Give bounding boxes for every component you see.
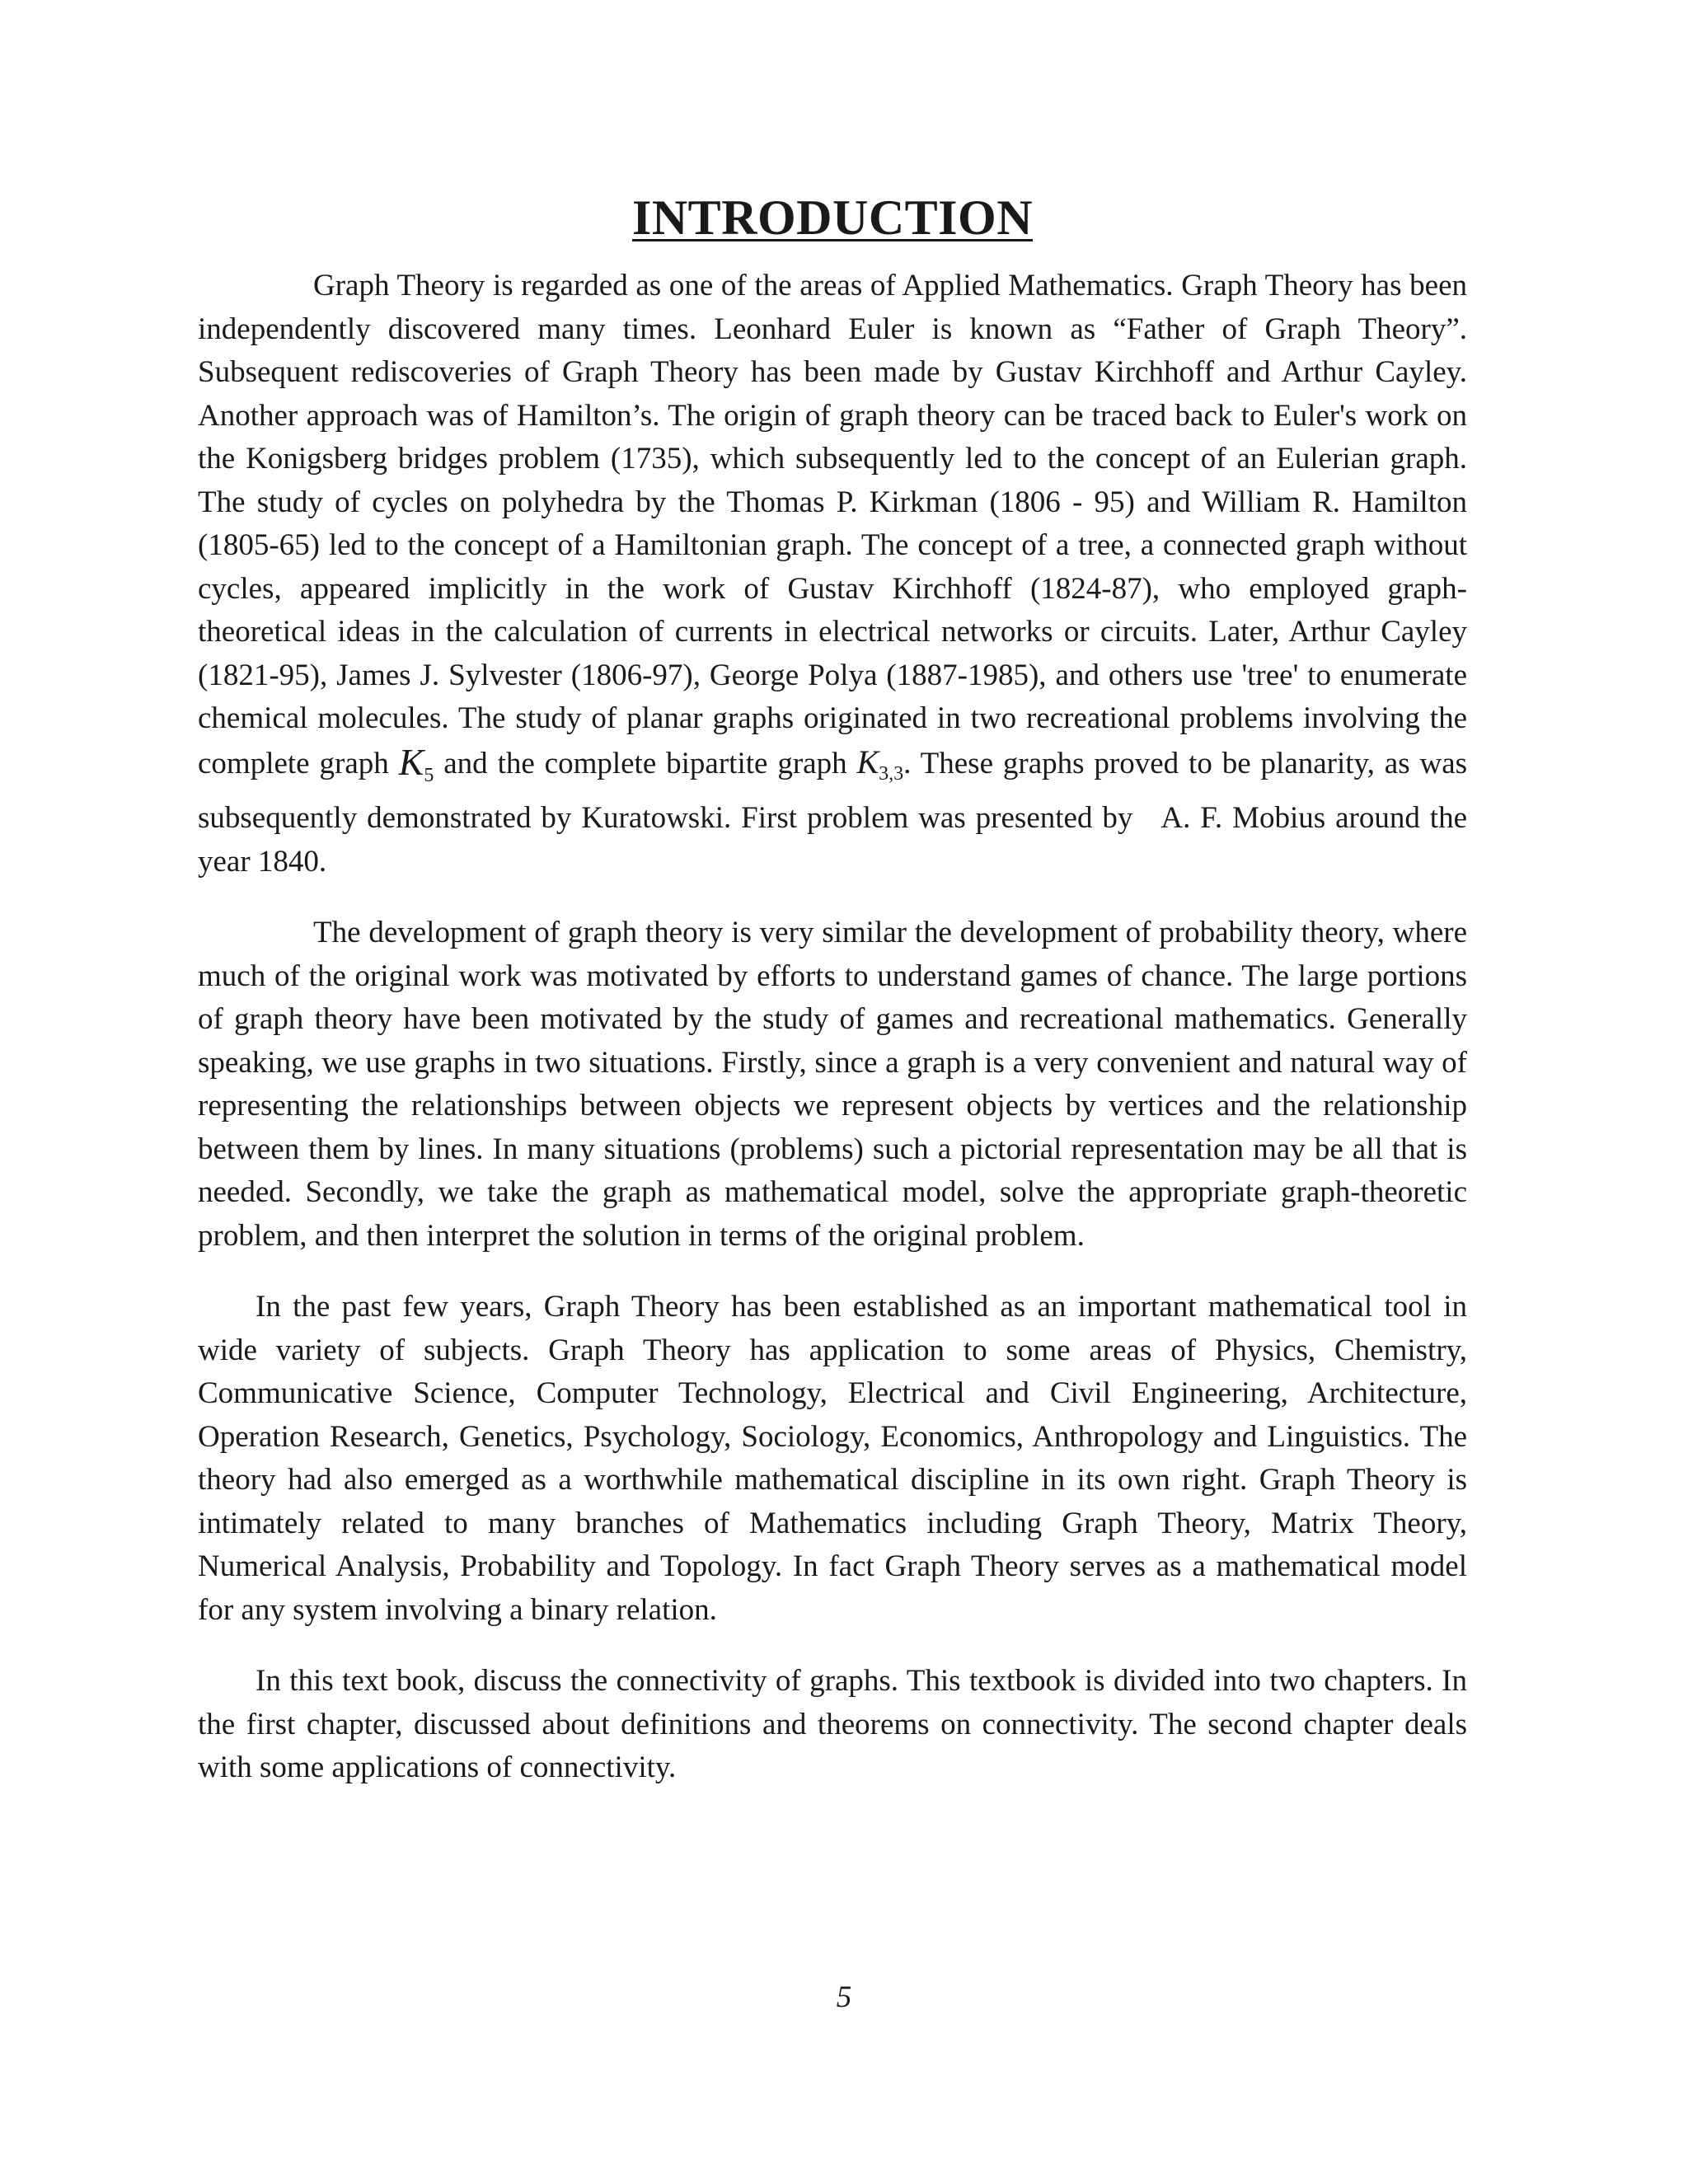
paragraph-history-text-b: and the complete bipartite graph [443,746,847,780]
math-k5 [398,740,434,786]
math-k5-base: K [398,740,424,783]
paragraph-development: The development of graph theory is very similar the development of probability theory, where much of the original work was motivated by efforts to understand games of chance. The large portions of graph theory have been motivated by the study of games and recreational mathematics. Generally speaking, we use graphs in two situations. Firstly, since a graph is a very convenient and natural way of representing the relationships between objects we represent objects by vertices and the relationship between them by lines. In many situations (problems) such a pictorial representation may be all that is needed. Secondly, we take the graph as mathematical model, solve the appropriate graph-theoretic problem, and then interpret the solution in terms of the original problem. [198,916,1467,1253]
paragraph-book-overview: In this text book, discuss the connectivity of graphs. This textbook is divided into two chapters. In the first chapter, discussed about definitions and theorems on connectivity. The second chapter deals with some applications of connectivity. [198,1664,1467,1784]
document-page [198,190,1467,1818]
math-k33-subscript: 3,3 [879,762,904,785]
math-k33-base: K [856,743,879,780]
page-title: INTRODUCTION [631,190,1034,245]
page-number: 5 [836,1980,852,2014]
paragraph-history-text-c: . These graphs proved to be planarity, as was subsequently demonstrated by Kuratowski. First problem was presented by [198,746,1468,835]
math-k5-subscript: 5 [424,764,434,786]
paragraph-history-text-a: Graph Theory is regarded as one of the areas of Applied Mathematics. Graph Theory has been independently discovered many times. Leonhard Euler is known as “Father of Graph Theory”. Subsequent rediscoveries of Graph Theory has been made by Gustav Kirchhoff and Arthur Cayley. Another approach was of Hamilton’s. The origin of graph theory can be traced back to Euler's work on the Konigsberg bridges problem (1735), which subsequently led to the concept of an Eulerian graph. The study of cycles on polyhedra by the Thomas P. Kirkman (1806 - 95) and William R. Hamilton (1805-65) led to the concept of a Hamiltonian graph. The concept of a tree, a connected graph without cycles, appeared implicitly in the work of Gustav Kirchhoff (1824-87), who employed graph-theoretical ideas in the calculation of currents in electrical networks or circuits. Later, Arthur Cayley (1821-95), James J. Sylvester (1806-97), George Polya (1887-1985), and others use 'tree' to enumerate chemical molecules. The study of planar graphs originated in two recreational problems involving the complete graph [198,269,1467,780]
math-k33 [856,743,904,785]
paragraph-history-text-d: A. F. Mobius around the year 1840. [198,801,1467,879]
paragraph-applications: In the past few years, Graph Theory has been established as an important mathematical tool in wide variety of subjects. Graph Theory has application to some areas of Physics, Chemistry, Communicative Science, Computer Technology, Electrical and Civil Engineering, Architecture, Operation Research, Genetics, Psychology, Sociology, Economics, Anthropology and Linguistics. The theory had also emerged as a worthwhile mathematical discipline in its own right. Graph Theory is intimately related to many branches of Mathematics including Graph Theory, Matrix Theory, Numerical Analysis, Probability and Topology. In fact Graph Theory serves as a mathematical model for any system involving a binary relation. [198,1290,1467,1627]
paragraph-history [198,265,1467,883]
